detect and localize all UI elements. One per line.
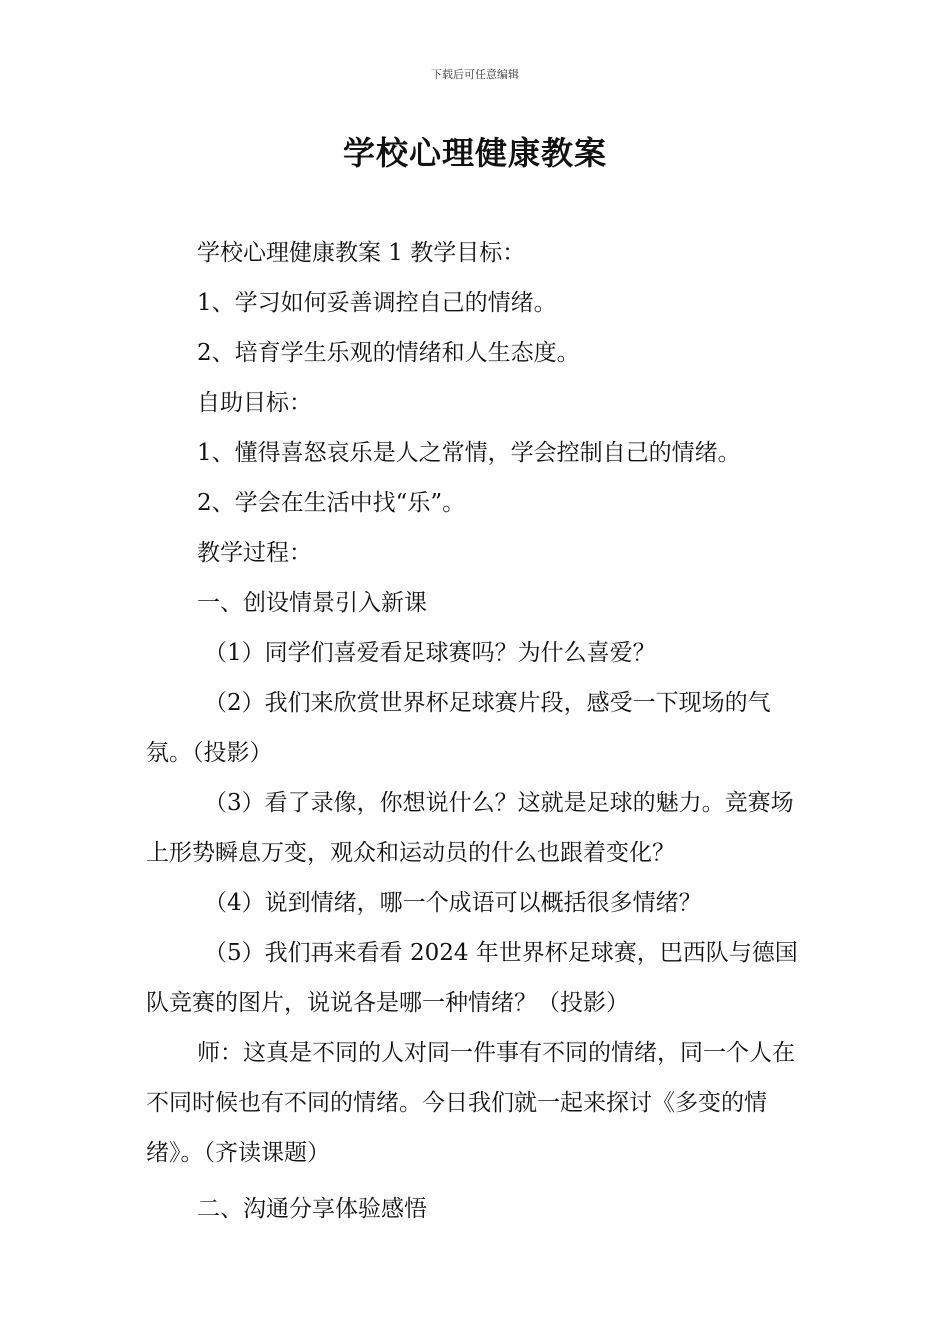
paragraph: （3）看了录像，你想说什么？这就是足球的魅力。竞赛场上形势瞬息万变，观众和运动员的什么也跟着变化？ — [146, 790, 794, 866]
paragraph: （1）同学们喜爱看足球赛吗？为什么喜爱？ — [204, 640, 656, 666]
paragraph: 2、学会在生活中找“乐”。 — [197, 490, 466, 516]
paragraph: 一、创设情景引入新课 — [197, 590, 427, 616]
paragraph: 1、学习如何妥善调控自己的情绪。 — [197, 290, 557, 316]
paragraph: 1、懂得喜怒哀乐是人之常情，学会控制自己的情绪。 — [197, 440, 741, 466]
paragraph: （4）说到情绪，哪一个成语可以概括很多情绪？ — [204, 890, 702, 916]
paragraph: （5）我们再来看看 2024 年世界杯足球赛，巴西队与德国队竞赛的图片，说说各是哪一种情绪？（投影） — [146, 940, 798, 1016]
document-title: 学校心理健康教案 — [342, 134, 607, 172]
document-body — [146, 228, 808, 1234]
header-note: 下载后可任意编辑 — [431, 68, 519, 81]
paragraph: 二、沟通分享体验感悟 — [197, 1196, 427, 1222]
paragraph: 教学过程： — [197, 540, 312, 566]
paragraph: 师：这真是不同的人对同一件事有不同的情绪，同一个人在不同时候也有不同的情绪。今日我们就一起来探讨《多变的情绪》。（齐读课题） — [146, 1040, 795, 1166]
paragraph: （2）我们来欣赏世界杯足球赛片段，感受一下现场的气氛。（投影） — [146, 690, 771, 766]
paragraph: 2、培育学生乐观的情绪和人生态度。 — [197, 340, 580, 366]
paragraph: 自助目标： — [197, 390, 312, 416]
paragraph: 学校心理健康教案 1 教学目标： — [197, 240, 526, 266]
